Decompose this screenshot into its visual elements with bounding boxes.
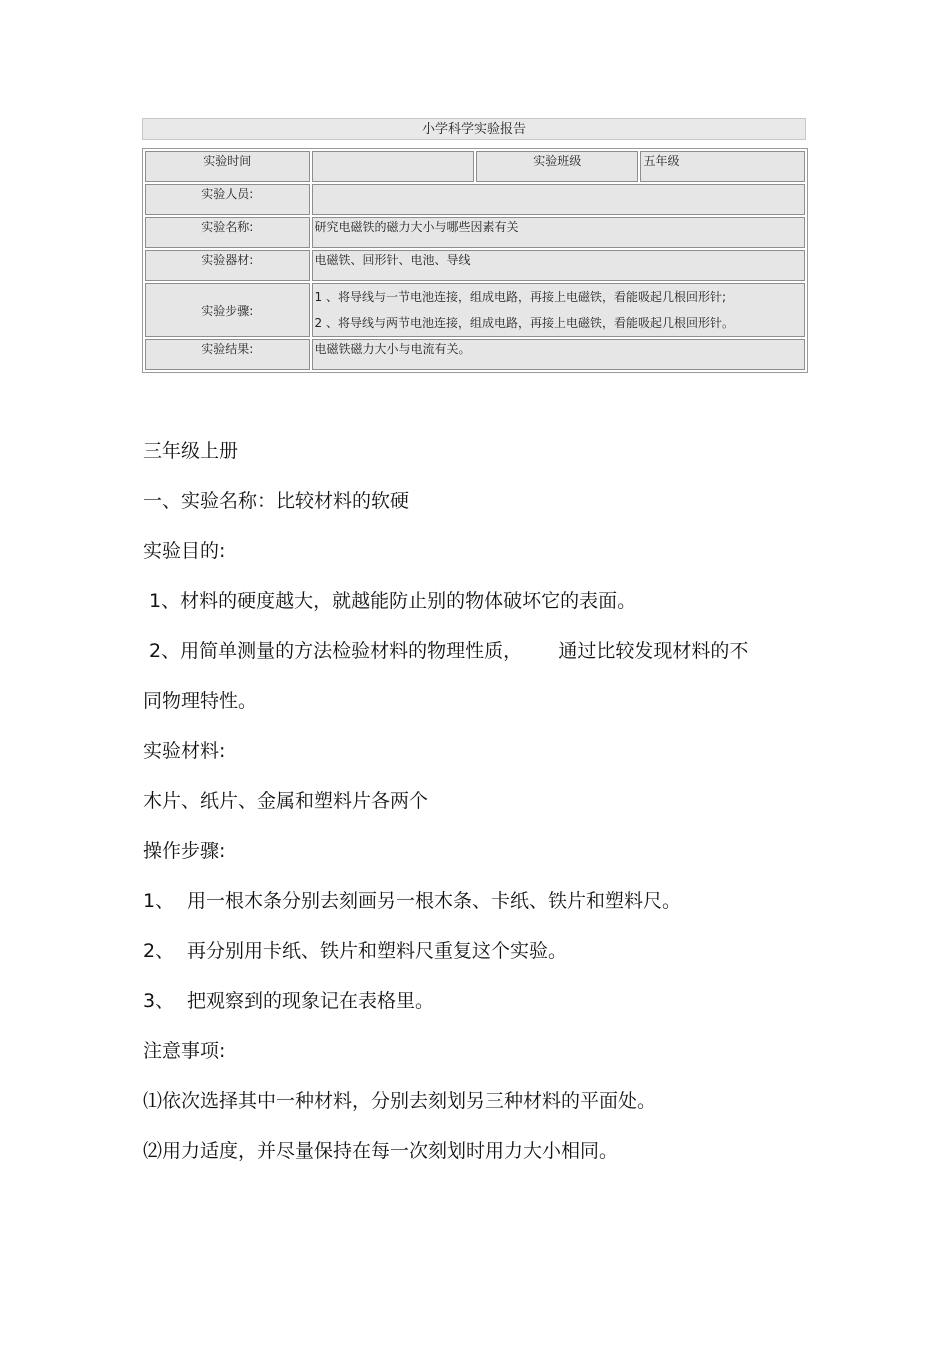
table-row [145,283,805,337]
materials-heading: 实验材料: [143,740,226,762]
table-row [145,184,805,215]
people-value [312,184,806,215]
steps-label: 实验步骤: [145,283,310,337]
materials-text: 木片、纸片、金属和塑料片各两个 [143,790,429,812]
purpose-heading: 实验目的: [143,540,226,562]
grade-heading: 三年级上册 [143,440,239,462]
report-title: 小学科学实验报告 [142,118,806,140]
step-text: 用一根木条分别去刻画另一根木条、卡纸、铁片和塑料尺。 [187,890,682,912]
result-label: 实验结果: [145,339,310,370]
steps-heading: 操作步骤: [143,840,226,862]
table-row [145,151,805,182]
step-number: 1、 [143,890,175,912]
document-body [143,433,823,1183]
steps-value [312,283,806,337]
step-item [143,983,823,1033]
step-item [143,933,823,983]
step-item [143,883,823,933]
step-number: 2、 [143,940,175,962]
step-text: 把观察到的现象记在表格里。 [187,990,435,1012]
people-label: 实验人员: [145,184,310,215]
time-label: 实验时间 [145,151,310,182]
table-row [145,250,805,281]
step-item: 2 、将导线与两节电池连接，组成电路，再接上电磁铁，看能吸起几根回形针。 [314,316,734,330]
table-row [145,339,805,370]
purpose-item-continued: 同物理特性。 [143,690,258,712]
notes-heading: 注意事项: [143,1040,226,1062]
note-item: ⑵用力适度，并尽量保持在每一次刻划时用力大小相同。 [143,1140,619,1162]
step-item: 1 、将导线与一节电池连接，组成电路，再接上电磁铁，看能吸起几根回形针; [314,290,726,304]
class-label: 实验班级 [476,151,638,182]
table-row [145,217,805,248]
purpose-item: 1、材料的硬度越大，就越能防止别的物体破坏它的表面。 [143,590,637,612]
equipment-value: 电磁铁、回形针、电池、导线 [312,250,806,281]
result-value: 电磁铁磁力大小与电流有关。 [312,339,806,370]
experiment-title: 一、实验名称：比较材料的软硬 [143,490,410,512]
purpose-item: 2、用简单测量的方法检验材料的物理性质， 通过比较发现材料的不 [143,640,749,662]
time-value [312,151,474,182]
report-table [142,148,808,373]
step-number: 3、 [143,990,175,1012]
note-item: ⑴依次选择其中一种材料，分别去刻划另三种材料的平面处。 [143,1090,657,1112]
class-value: 五年级 [640,151,805,182]
name-label: 实验名称: [145,217,310,248]
name-value: 研究电磁铁的磁力大小与哪些因素有关 [312,217,806,248]
step-text: 再分别用卡纸、铁片和塑料尺重复这个实验。 [187,940,568,962]
equipment-label: 实验器材: [145,250,310,281]
